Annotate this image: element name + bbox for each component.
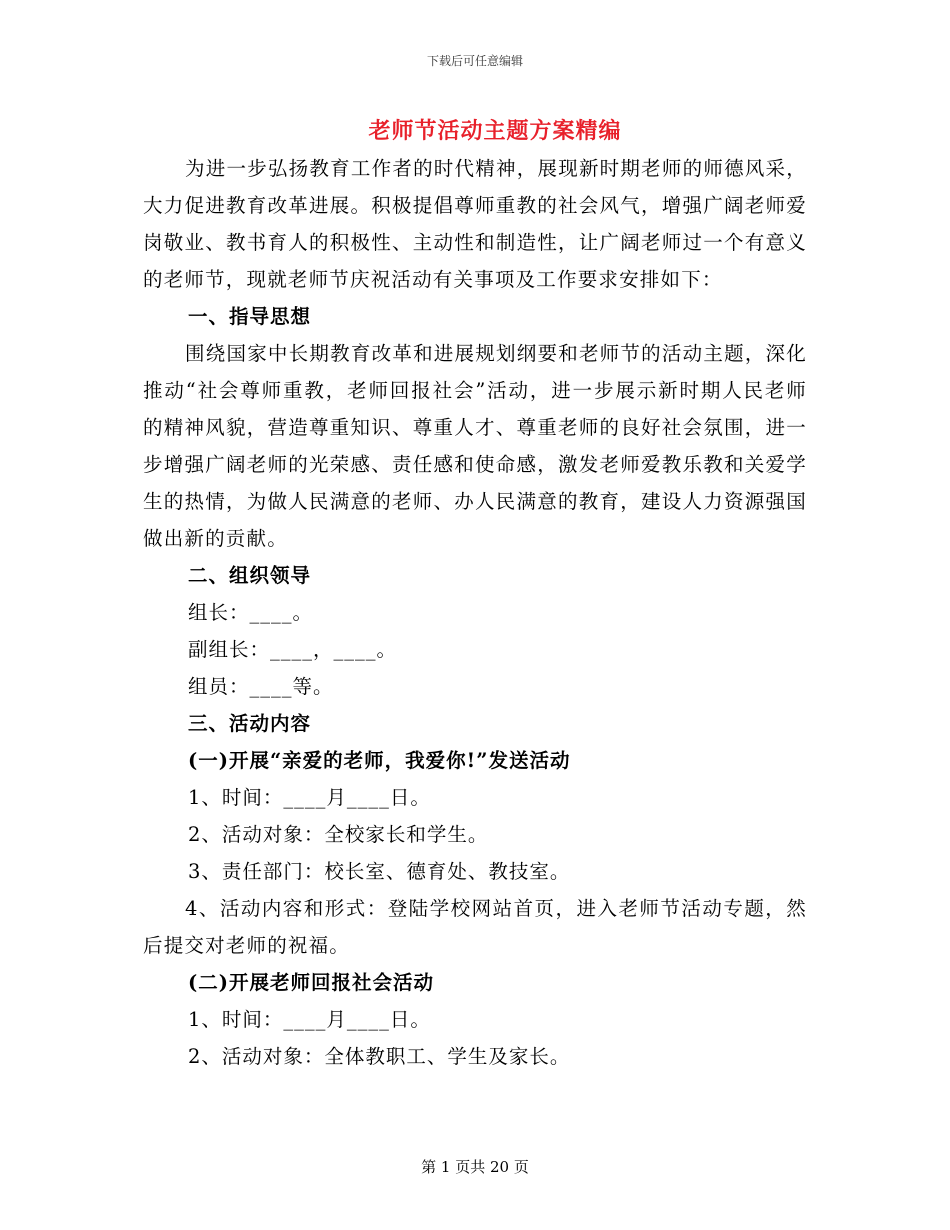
members-line: 组员：____等。: [188, 675, 334, 698]
section-heading-organization: 二、组织领导: [188, 564, 312, 587]
activity1-content-form: 4、活动内容和形式：登陆学校网站首页，进入老师节活动专题，然后提交对老师的祝福。: [143, 897, 807, 957]
section-heading-activity-content: 三、活动内容: [188, 712, 312, 735]
intro-paragraph: 为进一步弘扬教育工作者的时代精神，展现新时期老师的师德风采，大力促进教育改革进展。积极提倡尊师重教的社会风气，增强广阔老师爱岗敬业、教书育人的积极性、主动性和制造性，让广阔老师过一个有意义的老师节，现就老师节庆祝活动有关事项及工作要求安排如下：: [143, 157, 807, 291]
document-title: 老师节活动主题方案精编: [368, 118, 622, 144]
header-note: 下载后可任意编辑: [426, 54, 523, 68]
activity2-heading: (二)开展老师回报社会活动: [188, 971, 434, 994]
activity1-department: 3、责任部门：校长室、德育处、教技室。: [188, 860, 571, 883]
activity1-time: 1、时间：____月____日。: [188, 786, 431, 809]
guiding-ideology-paragraph: 围绕国家中长期教育改革和进展规划纲要和老师节的活动主题，深化推动“社会尊师重教，老师回报社会”活动，进一步展示新时期人民老师的精神风貌，营造尊重知识、尊重人才、尊重老师的良好社会氛围，进一步增强广阔老师的光荣感、责任感和使命感，激发老师爱教乐教和关爱学生的热情，为做人民满意的老师、办人民满意的教育，建设人力资源强国做出新的贡献。: [143, 342, 807, 550]
activity2-time: 1、时间：____月____日。: [188, 1008, 431, 1031]
activity1-heading: (一)开展“亲爱的老师，我爱你!”发送活动: [188, 749, 571, 772]
activity2-target: 2、活动对象：全体教职工、学生及家长。: [188, 1045, 571, 1068]
vice-leader-line: 副组长：____，____。: [188, 638, 398, 661]
activity1-target: 2、活动对象：全校家长和学生。: [188, 823, 489, 846]
section-heading-guiding-ideology: 一、指导思想: [188, 305, 312, 328]
document-body: [143, 150, 807, 1075]
leader-line: 组长：____。: [188, 601, 314, 624]
page-footer: 第 1 页共 20 页: [421, 1158, 529, 1176]
